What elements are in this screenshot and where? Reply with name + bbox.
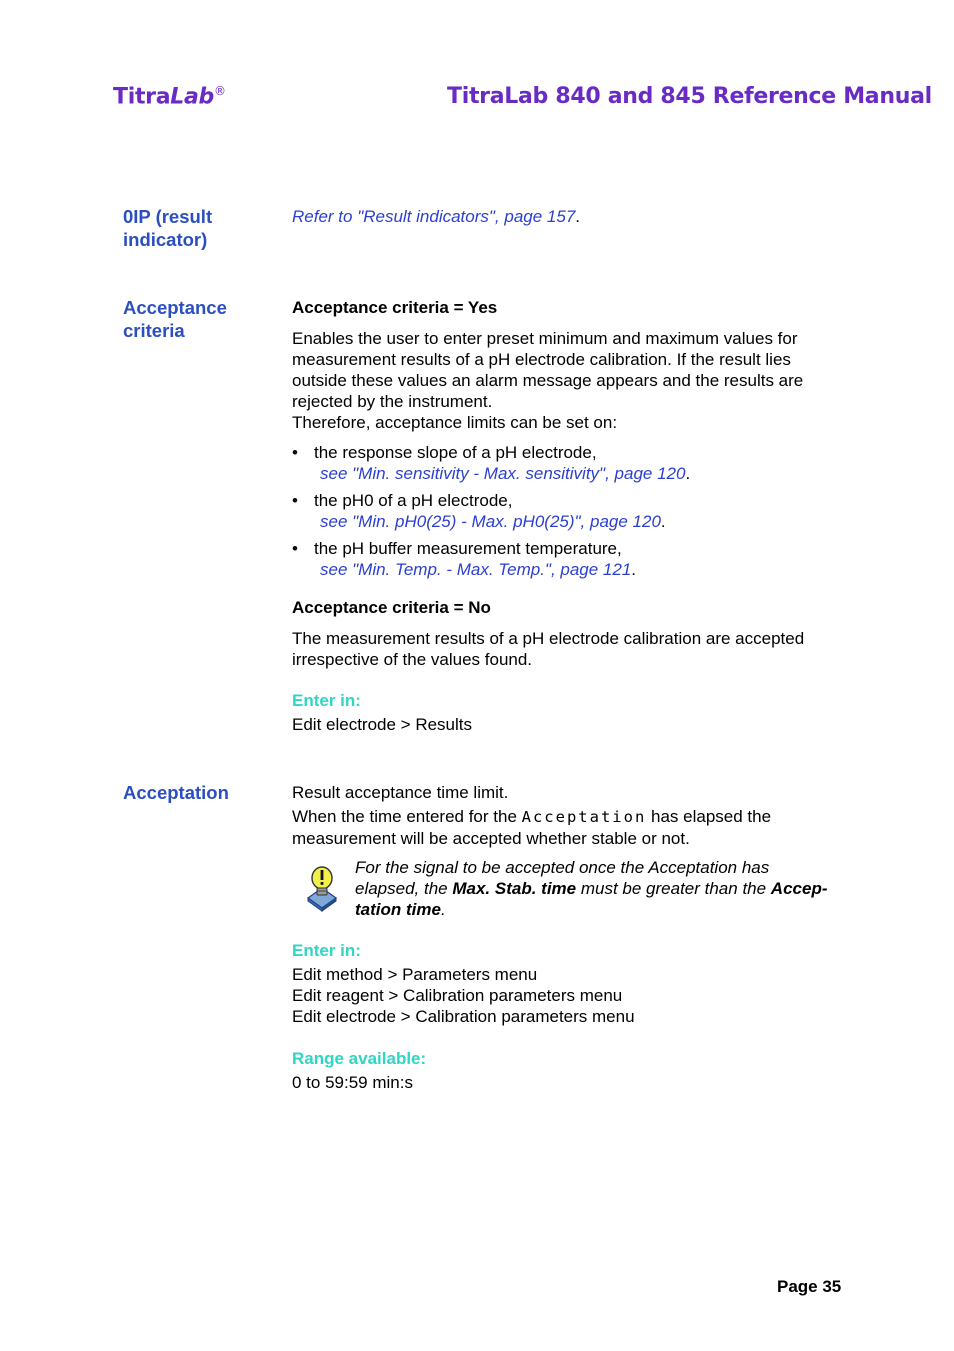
enter-in-label: Enter in: <box>292 941 361 960</box>
text-line: measurement will be accepted whether stable or not. <box>292 829 690 848</box>
list-item-text: the response slope of a pH electrode, <box>314 443 597 462</box>
result-indicators-link[interactable]: Refer to "Result indicators", page 157 <box>292 207 576 226</box>
text-line: Enables the user to enter preset minimum and maximum values for <box>292 329 798 348</box>
text-fragment: elapsed, the <box>355 879 453 898</box>
note-line <box>355 878 845 899</box>
list-item <box>292 490 832 532</box>
acceptation-heading: Acceptation <box>123 782 229 803</box>
enter-in-path: Edit reagent > Calibration parameters menu <box>292 986 623 1005</box>
criteria-yes-title: Acceptance criteria = Yes <box>292 298 498 317</box>
list-item <box>292 538 832 580</box>
note-line: For the signal to be accepted once the Acceptation has <box>355 858 770 877</box>
punctuation: . <box>660 512 666 531</box>
manual-title: TitraLab 840 and 845 Reference Manual <box>447 84 932 109</box>
limits-list <box>292 442 832 580</box>
enter-in-path: Edit method > Parameters menu <box>292 965 538 984</box>
criteria-no-description <box>292 628 832 670</box>
text-line: outside these values an alarm message appears and the results are <box>292 371 804 390</box>
list-item-text: the pH0 of a pH electrode, <box>314 491 513 510</box>
ph0-link[interactable]: see "Min. pH0(25) - Max. pH0(25)", page 120 <box>320 512 661 531</box>
text-emphasis: tation time <box>355 900 441 919</box>
bullet-icon: • <box>292 539 298 558</box>
text-line: The measurement results of a pH electrode calibration are accepted <box>292 629 805 648</box>
text-line: measurement results of a pH electrode calibration. If the result lies <box>292 350 791 369</box>
enter-in-path: Edit electrode > Calibration parameters menu <box>292 1007 635 1026</box>
heading-line: Acceptance <box>123 297 227 318</box>
text-emphasis: Accep- <box>770 879 828 898</box>
acceptance-criteria-heading <box>123 296 273 342</box>
parameter-code: Acceptation <box>521 808 647 826</box>
range-value: 0 to 59:59 min:s <box>292 1073 413 1092</box>
range-available-label: Range available: <box>292 1049 427 1068</box>
acceptation-summary: Result acceptance time limit. <box>292 783 509 802</box>
text-fragment: must be greater than the <box>576 879 771 898</box>
text-fragment: When the time entered for the <box>292 807 522 826</box>
heading-line: indicator) <box>123 229 208 250</box>
heading-line: 0IP (result <box>123 206 213 227</box>
list-item-text: the pH buffer measurement temperature, <box>314 539 622 558</box>
enter-in-paths <box>292 964 832 1027</box>
text-emphasis: Max. Stab. time <box>452 879 577 898</box>
bullet-icon: • <box>292 491 298 510</box>
oip-heading <box>123 205 273 251</box>
registered-mark: ® <box>213 84 226 98</box>
text-line: Therefore, acceptance limits can be set on: <box>292 413 618 432</box>
list-item <box>292 442 832 484</box>
punctuation: . <box>440 900 446 919</box>
lightbulb-note-icon <box>304 864 340 912</box>
text-line <box>292 806 832 828</box>
punctuation: . <box>685 464 691 483</box>
punctuation: . <box>631 560 637 579</box>
criteria-no-title: Acceptance criteria = No <box>292 598 491 617</box>
text-line: rejected by the instrument. <box>292 392 493 411</box>
temperature-link[interactable]: see "Min. Temp. - Max. Temp.", page 121 <box>320 560 632 579</box>
punctuation: . <box>575 207 581 226</box>
enter-in-path: Edit electrode > Results <box>292 715 473 734</box>
enter-in-label: Enter in: <box>292 691 361 710</box>
text-line: irrespective of the values found. <box>292 650 533 669</box>
acceptation-description <box>292 806 832 849</box>
bullet-icon: • <box>292 443 298 462</box>
text-fragment: has elapsed the <box>646 807 772 826</box>
brand-logo <box>113 84 226 109</box>
page-number: Page 35 <box>777 1277 842 1296</box>
brand-text-italic: Lab <box>170 84 214 110</box>
oip-reference <box>292 206 832 227</box>
criteria-yes-description <box>292 328 832 433</box>
brand-text: Titra <box>113 84 171 110</box>
heading-line: criteria <box>123 320 185 341</box>
acceptation-note <box>355 857 845 920</box>
sensitivity-link[interactable]: see "Min. sensitivity - Max. sensitivity", page 120 <box>320 464 686 483</box>
note-line <box>355 899 845 920</box>
